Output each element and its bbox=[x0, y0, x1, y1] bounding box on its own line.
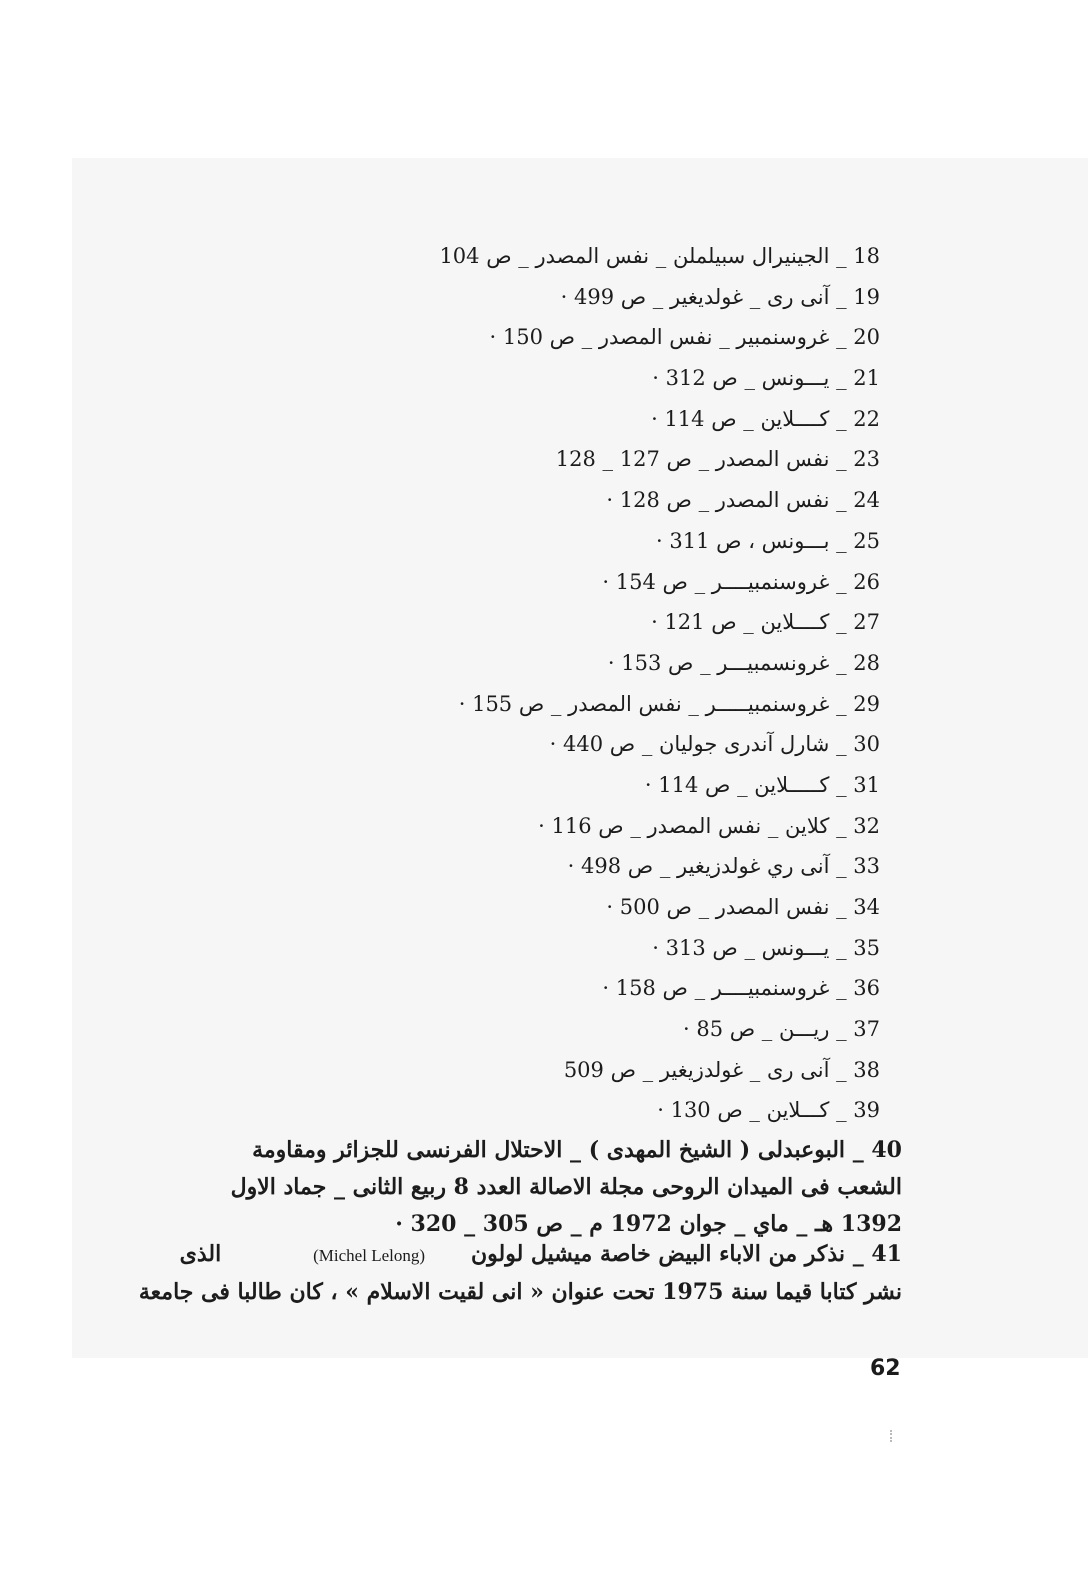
endnote-35: 35 _ يـــونس _ ص 313 · bbox=[652, 935, 880, 960]
endnote-32: 32 _ كلاين _ نفس المصدر _ ص 116 · bbox=[538, 813, 880, 838]
endnote-18: 18 _ الجينيرال سبيلملن _ نفس المصدر _ ص 104 bbox=[439, 244, 880, 268]
endnote-23: 23 _ نفس المصدر _ ص 127 _ 128 bbox=[555, 447, 880, 472]
endnote-25: 25 _ بـــونس ، ص 311 · bbox=[656, 528, 880, 553]
endnote-40-line-3: 1392 هـ _ ماي _ جوان 1972 م _ ص 305 _ 320 · bbox=[395, 1211, 902, 1237]
endnote-40 bbox=[176, 1132, 902, 1243]
endnote-34: 34 _ نفس المصدر _ ص 500 · bbox=[606, 895, 880, 919]
endnote-22: 22 _ كــــلاين _ ص 114 · bbox=[651, 406, 880, 431]
endnote-27: 27 _ كــــلاين _ ص 121 · bbox=[651, 610, 880, 635]
endnote-40-line-1: 40 _ البوعبدلى ( الشيخ المهدى ) _ الاحتلال الفرنسى للجزائر ومقاومة bbox=[252, 1137, 902, 1163]
endnote-41 bbox=[138, 1236, 902, 1311]
endnote-28: 28 _ غرونسمبيـــر _ ص 153 · bbox=[607, 650, 880, 675]
endnote-36: 36 _ غروسنمبيــــر _ ص 158 · bbox=[602, 976, 880, 1001]
endnote-41-text-end: الذى bbox=[179, 1241, 222, 1267]
page-number: 62 bbox=[870, 1356, 901, 1381]
endnote-40-line-2: الشعب فى الميدان الروحى مجلة الاصالة العدد 8 ربيع الثانى _ جماد الاول bbox=[230, 1174, 902, 1200]
endnote-37: 37 _ ريـــن _ ص 85 · bbox=[682, 1017, 880, 1042]
endnote-19: 19 _ آنى رى _ غولديغير _ ص 499 · bbox=[560, 284, 880, 309]
endnote-41-line-1 bbox=[176, 1236, 902, 1274]
endnotes-list bbox=[120, 236, 880, 1131]
endnote-33: 33 _ آنى ري غولدزيغير _ ص 498 · bbox=[567, 854, 880, 879]
endnote-31: 31 _ كـــــلاين _ ص 114 · bbox=[644, 772, 880, 797]
endnote-29: 29 _ غروسنمبيـــــر _ نفس المصدر _ ص 155 · bbox=[458, 691, 880, 716]
latin-name: (Michel Lelong) bbox=[313, 1246, 426, 1265]
endnote-38: 38 _ آنى رى _ غولدزيغير _ ص 509 bbox=[563, 1057, 880, 1082]
endnote-41-text-start: 41 _ نذكر من الاباء البيض خاصة ميشيل لولون bbox=[470, 1241, 902, 1267]
endnote-24: 24 _ نفس المصدر _ ص 128 · bbox=[606, 488, 880, 513]
endnote-39: 39 _ كـــلاين _ ص 130 · bbox=[657, 1098, 880, 1123]
endnote-30: 30 _ شارل آندرى جوليان _ ص 440 · bbox=[549, 732, 880, 757]
scan-speck bbox=[890, 1430, 898, 1442]
endnote-21: 21 _ يـــونس _ ص 312 · bbox=[652, 366, 880, 391]
endnote-41-line-2: نشر كتابا قيما سنة 1975 تحت عنوان « انى لقيت الاسلام » ، كان طالبا فى جامعة bbox=[138, 1279, 902, 1305]
endnote-26: 26 _ غروسنمبيــــر _ ص 154 · bbox=[602, 569, 880, 594]
endnote-20: 20 _ غروسنمبير _ نفس المصدر _ ص 150 · bbox=[489, 325, 880, 350]
